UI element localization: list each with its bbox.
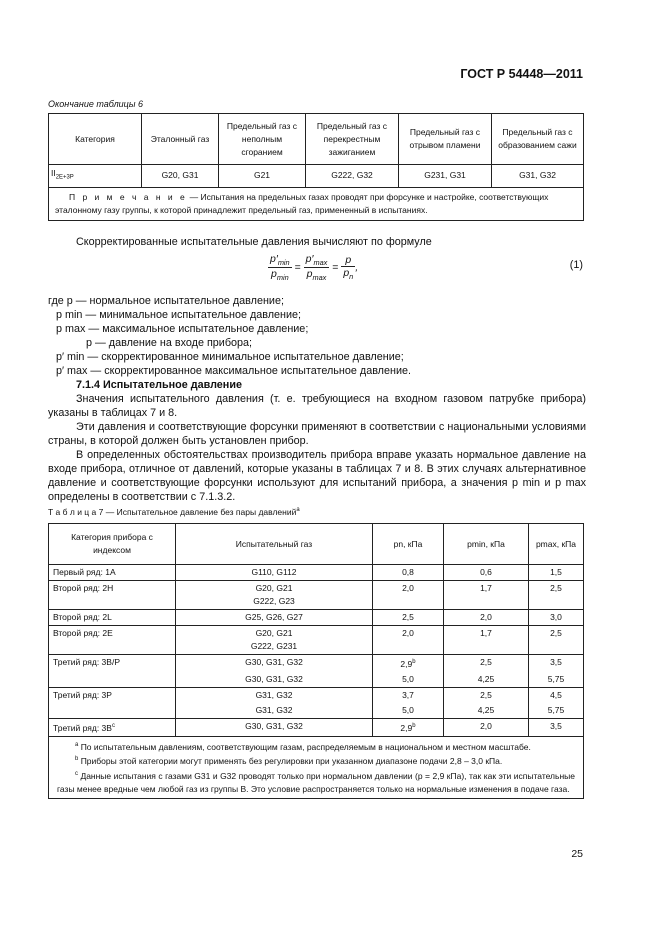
table7-cell-pmax: 4,5 [529,687,584,703]
table7-cell-gas: G30, G31, G32 [176,672,373,688]
table7-cell-gas: G25, G26, G27 [176,610,373,626]
table7-header: pn, кПа [373,524,444,565]
page-number: 25 [571,848,583,860]
footnote-c: $^c$ Данные испытания с газами G31 и G32 проводят только при нормальном давлении (p = 2,9 кПа), так как эти испытательные газы менее вредные чем любой газ из группы В. Это условие распространяется только на нормальные изменения в подаче газа. [57,771,575,795]
table-row [49,655,584,672]
table-row [49,581,584,610]
table7-cell-cat: Второй ряд: 2Е [49,626,176,655]
table7-cell-gas: G110, G112 [176,565,373,581]
formula-number: (1) [569,259,583,271]
table7-cell-cat [49,703,176,719]
table6-cell: G31, G32 [492,165,584,188]
table7-cell-gas: G20, G21 G222, G23 [176,581,373,610]
table7-cell-cat: Третий ряд: 3В/Р [49,655,176,672]
table7-cell-pn: 2,0 [373,581,444,610]
table7-footnotes [49,736,584,798]
table7-cell-gas: G30, G31, G32 [176,718,373,736]
table7-cell-pn: 3,7 [373,687,444,703]
table7-cell-cat [49,672,176,688]
table7-cell-pmax: 2,5 [529,626,584,655]
table7-cell-cat: Второй ряд: 2Н [49,581,176,610]
table7-cell-pmin: 4,25 [444,703,529,719]
formula-1: $\frac{p'_{min}}{p_{min}}$ = $\frac{p'_{max}}{p_{max}}$ = $\frac{p}{p_n}$ , [270,253,359,283]
table-row [49,703,584,719]
table7-cell-pn: 2,9$^b$ [373,718,444,736]
table7-cell-pmax: 5,75 [529,672,584,688]
table7-cell-gas: G30, G31, G32 [176,655,373,672]
def-line: p — давление на входе прибора; [86,337,253,349]
table7-cell-pn: 2,0 [373,626,444,655]
table7-cell-pn: 5,0 [373,703,444,719]
table6-header: Эталонный газ [142,114,219,165]
table7-cell-pmin: 2,0 [444,718,529,736]
table7-cell-pmax: 1,5 [529,565,584,581]
footnote-b: $^b$ Приборы этой категории могут применять без регулировки при указанном диапазоне подачи 2,8 – 3,0 кПа. [75,756,503,767]
table7-cell-pmin: 1,7 [444,626,529,655]
formula-intro: Скорректированные испытательные давления вычисляют по формуле [76,236,432,248]
table6-header: Предельный газ с отрывом пламени [399,114,492,165]
table7-cell-gas: G31, G32 [176,703,373,719]
table6-caption: Окончание таблицы 6 [48,99,143,109]
footnote-a: $^a$ По испытательным давлениям, соответствующим газам, распределяемым в национальном и местном масштабе. [75,741,531,752]
table-row [49,687,584,703]
table6-cell: G222, G32 [306,165,399,188]
table7-header: pmax, кПа [529,524,584,565]
table7-cell-pmin: 2,5 [444,655,529,672]
table7-cell-pmin: 2,5 [444,687,529,703]
table7-cell-pmin: 2,0 [444,610,529,626]
section-text [48,392,586,504]
table7-caption: Т а б л и ц а 7 — Испытательное давление без пары давлений$^a$ [48,507,300,517]
table-6 [48,113,584,221]
table7-cell-gas: G31, G32 [176,687,373,703]
table7-cell-pmin: 4,25 [444,672,529,688]
table7-cell-gas: G20, G21 G222, G231 [176,626,373,655]
def-line: где p — нормальное испытательное давление; [48,295,284,307]
table7-cell-cat: Первый ряд: 1А [49,565,176,581]
table6-cell: G20, G31 [142,165,219,188]
table-row [49,565,584,581]
table7-cell-pmax: 3,0 [529,610,584,626]
table7-cell-pn: 5,0 [373,672,444,688]
table7-header: Испытательный газ [176,524,373,565]
table7-cell-pmax: 3,5 [529,655,584,672]
table7-cell-cat: Третий ряд: 3Р [49,687,176,703]
paragraph: Значения испытательного давления (т. е. требующиеся на входном газовом патрубке прибора) указаны в таблицах 7 и 8. [48,393,586,419]
table6-note: П р и м е ч а н и е — Испытания на предельных газах проводят при форсунке и настройке, соответствующих эталонному газу группы, к которой принадлежит предельный газ, примененный в испытаниях. [49,187,584,220]
table-row [49,610,584,626]
def-line: p min — минимальное испытательное давление; [56,309,302,321]
table-row [49,626,584,655]
def-line: p′ max — скорректированное максимальное испытательное давление. [56,365,411,377]
table7-cell-pmax: 2,5 [529,581,584,610]
def-line: p′ min — скорректированное минимальное испытательное давление; [56,351,404,363]
table6-header: Предельный газ с неполным сгоранием [219,114,306,165]
table7-cell-pmin: 0,6 [444,565,529,581]
paragraph: В определенных обстоятельствах производитель прибора вправе указать нормальное давление на входе прибора, отличное от давлений, которые указаны в таблицах 7 и 8. В этих случаях альтернативное давление и соответствующие форсунки используют для испытаний прибора, а значения p min и p max определены в соответствии с 7.1.3.2. [48,449,586,503]
table-7 [48,523,584,799]
table6-header: Предельный газ с образованием сажи [492,114,584,165]
table7-header: pmin, кПа [444,524,529,565]
table7-cell-cat: Третий ряд: $3В^c$ [49,718,176,736]
table6-header: Предельный газ с перекрестным зажиганием [306,114,399,165]
table7-cell-cat: Второй ряд: 2L [49,610,176,626]
table-row [49,165,584,188]
table7-cell-pmin: 1,7 [444,581,529,610]
table7-cell-pmax: 3,5 [529,718,584,736]
table6-header: Категория [49,114,142,165]
table7-cell-pn: 0,8 [373,565,444,581]
table7-cell-pmax: 5,75 [529,703,584,719]
section-heading: 7.1.4 Испытательное давление [76,379,242,391]
paragraph: Эти давления и соответствующие форсунки применяют в соответствии с национальными условиями страны, в которой должен быть установлен прибор. [48,421,586,447]
table7-cell-pn: 2,5 [373,610,444,626]
table-row [49,718,584,736]
definitions [48,294,588,378]
document-header: ГОСТ Р 54448—2011 [460,67,583,81]
table6-cell: G231, G31 [399,165,492,188]
table-row [49,672,584,688]
table7-cell-pn: 2,9$^b$ [373,655,444,672]
table6-category: $II_{2Е+3Р}$ [49,165,142,188]
def-line: p max — максимальное испытательное давление; [56,323,309,335]
table7-header: Категория прибора с индексом [49,524,176,565]
table6-cell: G21 [219,165,306,188]
